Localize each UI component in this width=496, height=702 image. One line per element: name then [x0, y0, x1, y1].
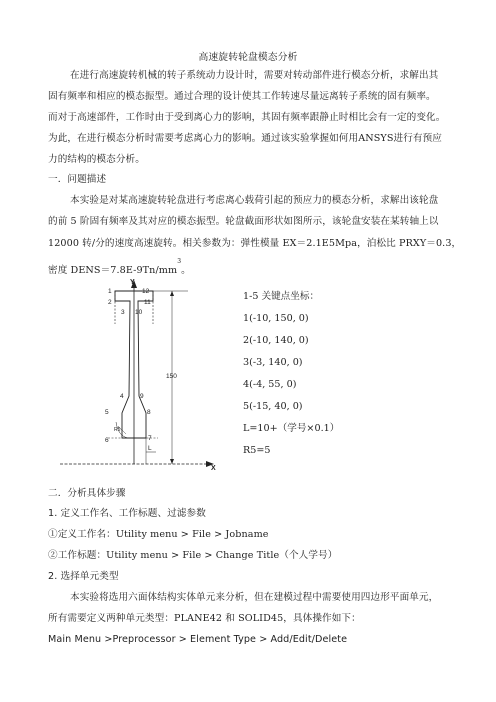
- radius-value: R5=5: [243, 445, 271, 456]
- step-2-menu-path: Main Menu >Preprocessor > Element Type > Add/Edit/Delete: [48, 634, 348, 645]
- point-label-12: 12: [142, 288, 150, 295]
- density-line: [48, 258, 191, 277]
- density-period: 。: [181, 265, 191, 277]
- disk-cross-section-diagram: [58, 276, 228, 472]
- point-label-4: 4: [120, 393, 124, 400]
- intro-line-5: 力的结构的模态分析。: [48, 154, 145, 165]
- point-label-9: 9: [140, 393, 144, 400]
- step-2-line-2: 所有需要定义两种单元类型：PLANE42 和 SOLID45，具体操作如下：: [48, 613, 361, 624]
- point-label-1: 1: [108, 288, 112, 295]
- section-1-line-1: 本实验是对某高速旋转轮盘进行考虑离心载荷引起的预应力的模态分析，求解出该轮盘: [70, 195, 439, 206]
- intro-line-1: 在进行高速旋转机械的转子系统动力设计时，需要对转动部件进行模态分析，求解出其: [70, 70, 439, 81]
- point-label-8: 8: [147, 409, 151, 416]
- intro-line-2: 固有频率和相应的模态振型。通过合理的设计使其工作转速尽量远离转子系统的固有频率。: [48, 91, 436, 102]
- keypoint-5: 5(-15, 40, 0): [243, 401, 303, 412]
- point-label-11: 11: [144, 299, 151, 306]
- radius-label: R5: [114, 427, 121, 433]
- y-axis-label: Y: [130, 279, 135, 286]
- section-1-line-3: 12000 转/分的速度高速旋转。相关参数为：弹性模量 EX＝2.1E5Mpa，泊松比 PRXY＝0.3，: [48, 238, 462, 249]
- point-label-10: 10: [135, 309, 143, 316]
- step-1-item-2: ②工作标题：Utility menu > File > Change Title（个人学号）: [48, 550, 338, 561]
- step-2-heading: 2. 选择单元类型: [48, 571, 119, 582]
- x-axis-label: X: [211, 465, 216, 472]
- point-label-6: 6: [105, 437, 109, 444]
- point-label-5: 5: [105, 409, 109, 416]
- keypoint-2: 2(-10, 140, 0): [243, 335, 309, 346]
- density-exponent: 3: [177, 258, 182, 265]
- section-1-line-2: 的前 5 阶固有频率及其对应的模态振型。轮盘截面形状如图所示，该轮盘安装在某转轴上以: [48, 216, 439, 227]
- intro-line-4: 为此，在进行模态分析时需要考虑离心力的影响。通过该实验掌握如何用ANSYS进行有预应: [48, 133, 442, 144]
- dimension-150: 150: [166, 373, 177, 380]
- page-title: 高速旋转轮盘模态分析: [198, 52, 298, 63]
- point-label-3: 3: [121, 309, 125, 316]
- step-1-heading: 1. 定义工作名、工作标题、过滤参数: [48, 508, 206, 519]
- length-label: L: [148, 445, 152, 452]
- keypoint-4: 4(-4, 55, 0): [243, 379, 297, 390]
- step-1-item-1: ①定义工作名：Utility menu > File > Jobname: [48, 529, 269, 540]
- density-text: 密度 DENS＝7.8E-9Tn/mm: [48, 265, 178, 277]
- section-2-heading: 二．分析具体步骤: [48, 488, 126, 499]
- point-label-7: 7: [148, 435, 152, 442]
- keypoint-3: 3(-3, 140, 0): [243, 357, 303, 368]
- l-formula: L=10+（学号×0.1）: [243, 423, 340, 434]
- step-2-line-1: 本实验将选用六面体结构实体单元来分析，但在建模过程中需要使用四边形平面单元，: [70, 592, 439, 603]
- intro-line-3: 而对于高速部件，工作时由于受到离心力的影响，其固有频率跟静止时相比会有一定的变化。: [48, 112, 446, 123]
- keypoint-1: 1(-10, 150, 0): [243, 313, 309, 324]
- keypoint-heading: 1-5 关键点坐标：: [243, 291, 320, 302]
- section-1-heading: 一．问题描述: [48, 174, 107, 185]
- point-label-2: 2: [108, 299, 112, 306]
